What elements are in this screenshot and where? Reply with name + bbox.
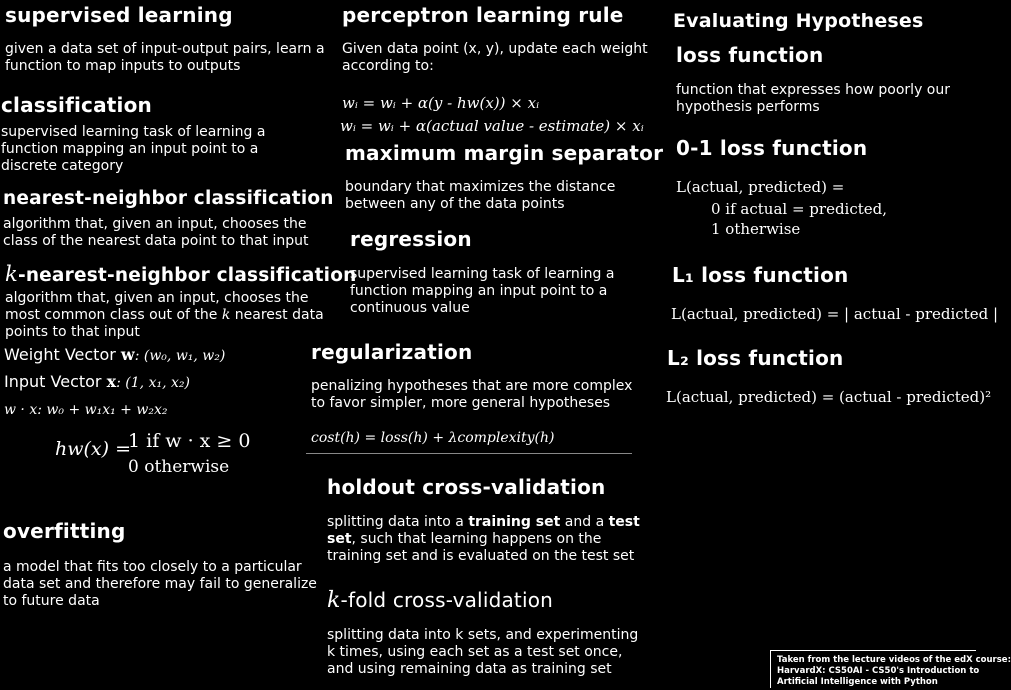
- perceptron-title: perceptron learning rule: [342, 3, 624, 27]
- overfitting-desc: a model that fits too closely to a particular data set and therefore may fail to generalize to future data: [3, 559, 317, 609]
- regularization-desc: penalizing hypotheses that are more complex to favor simpler, more general hypotheses: [311, 378, 633, 411]
- input-vector-label: Input Vector: [4, 372, 102, 391]
- perceptron-eq1: wᵢ = wᵢ + α(y - hw(x)) × xᵢ: [342, 94, 540, 112]
- classification-desc: supervised learning task of learning a function mapping an input point to a discrete category: [1, 124, 266, 174]
- zero-one-eq1: L(actual, predicted) =: [676, 178, 845, 196]
- nearest-neighbor-desc: algorithm that, given an input, chooses the class of the nearest data point to that input: [3, 216, 309, 249]
- knn-title-k: k: [5, 262, 18, 286]
- holdout-title: holdout cross-validation: [327, 475, 606, 499]
- max-margin-title: maximum margin separator: [345, 141, 664, 165]
- credit-line3: Artificial Intelligence with Python: [777, 677, 938, 687]
- l1-loss-title: L₁ loss function: [672, 263, 849, 287]
- holdout-training-set: training set: [468, 514, 561, 530]
- knn-desc-part1: algorithm that, given an input, chooses the most common class out of the: [5, 290, 309, 323]
- regularization-eq: cost(h) = loss(h) + λcomplexity(h): [311, 430, 555, 446]
- regularization-divider: [306, 453, 632, 454]
- l1-loss-eq: L(actual, predicted) = | actual - predicted |: [671, 305, 999, 323]
- h-function-lhs: hw(x) =: [55, 438, 131, 460]
- weight-vector-label: Weight Vector: [4, 345, 116, 364]
- evaluating-hypotheses-title: Evaluating Hypotheses: [673, 10, 924, 32]
- knn-desc-part2: nearest data points to that input: [5, 307, 324, 340]
- holdout-desc-part3: , such that learning happens on the training set and is evaluated on the test set: [327, 531, 635, 564]
- h-function-case1: 1 if w · x ≥ 0: [128, 430, 251, 452]
- loss-function-title: loss function: [676, 43, 824, 67]
- credit-line1: Taken from the lecture videos of the edX course:: [777, 655, 1011, 665]
- knn-title: [5, 262, 356, 286]
- holdout-test-set: test set: [327, 514, 640, 547]
- overfitting-title: overfitting: [3, 519, 126, 543]
- input-vector: [4, 372, 190, 391]
- weight-vector: [4, 345, 225, 364]
- nearest-neighbor-title: nearest-neighbor classification: [3, 188, 334, 209]
- weight-vector-symbol: w: [120, 345, 135, 364]
- credit-box: [770, 650, 1011, 688]
- holdout-desc-part1: splitting data into a: [327, 514, 464, 530]
- zero-one-eq2: 0 if actual = predicted,: [711, 200, 888, 218]
- dot-product-formula: w · x: w₀ + w₁x₁ + w₂x₂: [4, 402, 168, 418]
- zero-one-loss-title: 0-1 loss function: [676, 136, 868, 160]
- l2-loss-eq: L(actual, predicted) = (actual - predicted)²: [666, 388, 992, 406]
- supervised-learning-title: supervised learning: [5, 3, 233, 27]
- regularization-title: regularization: [311, 340, 473, 364]
- kfold-title: [327, 588, 553, 613]
- perceptron-desc: Given data point (x, y), update each weight according to:: [342, 41, 648, 74]
- knn-desc-k: k: [221, 307, 231, 323]
- kfold-title-rest: -fold cross-validation: [340, 588, 554, 612]
- holdout-desc-part2: and a: [564, 514, 605, 530]
- kfold-title-k: k: [327, 588, 341, 613]
- knn-desc: [5, 290, 325, 341]
- kfold-desc: splitting data into k sets, and experimenting k times, using each set as a test set once, and using remaining data as training set: [327, 627, 639, 677]
- weight-vector-formula: : (w₀, w₁, w₂): [134, 348, 226, 364]
- holdout-desc: [327, 514, 642, 565]
- max-margin-desc: boundary that maximizes the distance between any of the data points: [345, 179, 616, 212]
- perceptron-eq2: wᵢ = wᵢ + α(actual value - estimate) × xᵢ: [340, 117, 644, 135]
- l2-loss-title: L₂ loss function: [667, 346, 844, 370]
- regression-desc: supervised learning task of learning a function mapping an input point to a continuous value: [350, 266, 615, 316]
- knn-title-rest: -nearest-neighbor classification: [17, 265, 357, 286]
- regression-title: regression: [350, 227, 472, 251]
- supervised-learning-desc: given a data set of input-output pairs, learn a function to map inputs to outputs: [5, 41, 325, 74]
- zero-one-eq3: 1 otherwise: [711, 220, 801, 238]
- classification-title: classification: [1, 93, 152, 117]
- loss-function-desc: function that expresses how poorly our hypothesis performs: [676, 82, 950, 115]
- input-vector-symbol: x: [106, 372, 117, 391]
- h-function-case2: 0 otherwise: [128, 457, 230, 477]
- input-vector-formula: : (1, x₁, x₂): [116, 375, 190, 391]
- credit-line2: HarvardX: CS50AI - CS50's Introduction to: [777, 666, 980, 676]
